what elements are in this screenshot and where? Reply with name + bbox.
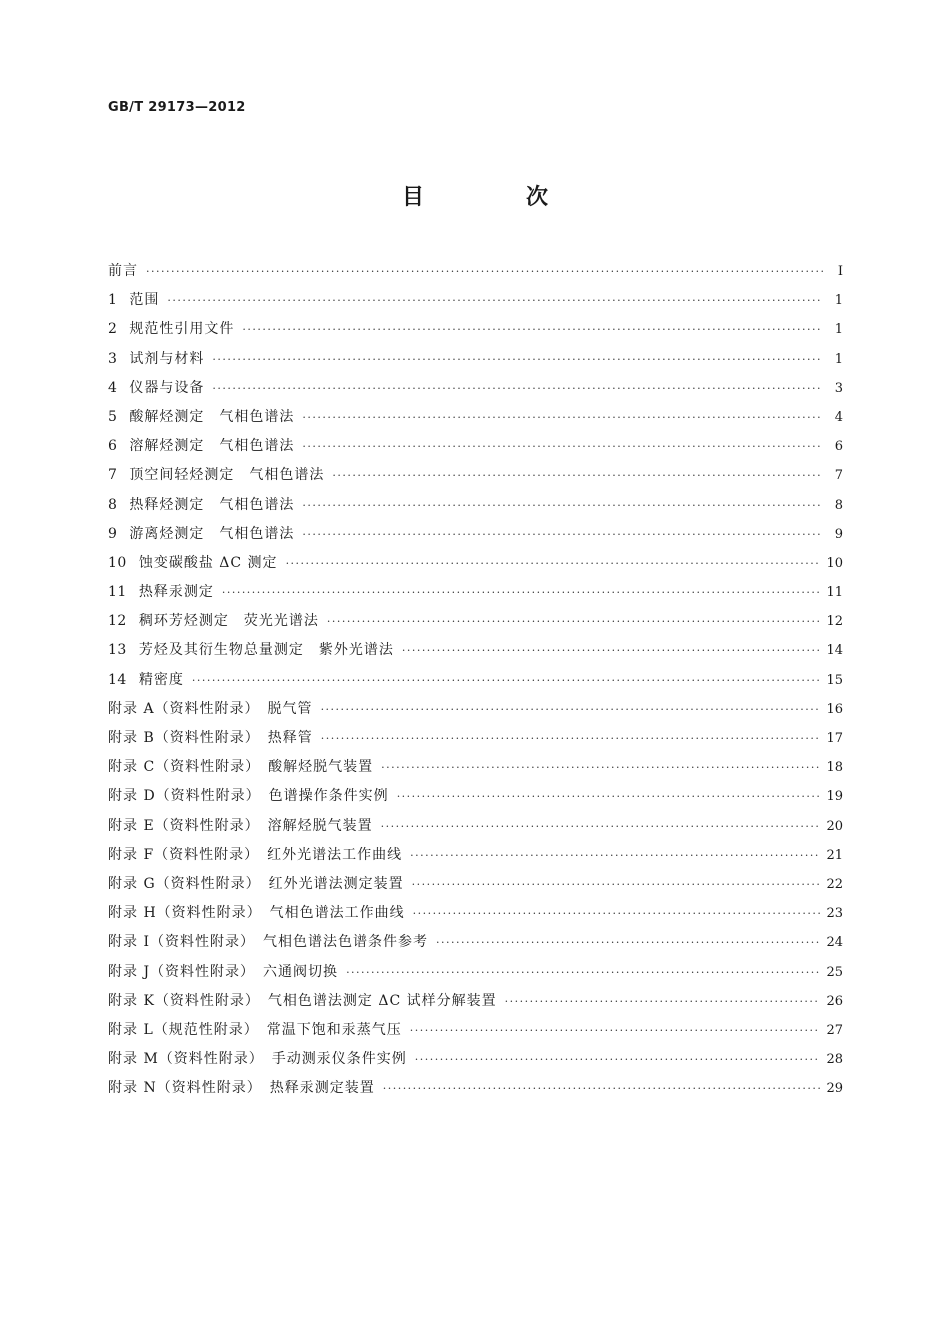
standard-code: GB/T 29173—2012 bbox=[108, 100, 246, 115]
toc-entry-page: 28 bbox=[826, 1052, 843, 1068]
toc-entry-title: 附录 I（资料性附录） 气相色谱法色谱条件参考 bbox=[108, 934, 428, 951]
toc-entry[interactable] bbox=[108, 315, 843, 344]
toc-entry-title: 规范性引用文件 bbox=[129, 321, 235, 338]
toc-entry[interactable] bbox=[108, 1045, 843, 1074]
toc-leader-dots bbox=[302, 520, 823, 549]
toc-leader-dots bbox=[302, 403, 823, 432]
toc-entry-title: 热释汞测定 bbox=[138, 584, 214, 601]
toc-entry-page: 15 bbox=[826, 672, 843, 688]
toc-leader-dots bbox=[222, 578, 821, 607]
toc-leader-dots bbox=[321, 695, 821, 724]
toc-entry-page: 4 bbox=[834, 409, 843, 425]
toc-entry[interactable] bbox=[108, 928, 843, 957]
toc-entry[interactable] bbox=[108, 491, 843, 520]
toc-entry[interactable] bbox=[108, 841, 843, 870]
toc-entry-page: 24 bbox=[826, 935, 843, 951]
toc-entry-page: 10 bbox=[826, 555, 843, 571]
toc-leader-dots bbox=[167, 286, 823, 315]
toc-entry-title: 附录 M（资料性附录） 手动测汞仪条件实例 bbox=[108, 1051, 407, 1068]
toc-entry-page: 8 bbox=[834, 497, 843, 513]
toc-entry-number: 10 bbox=[108, 554, 127, 571]
toc-entry-page: 9 bbox=[834, 526, 843, 542]
toc-entry-title: 附录 G（资料性附录） 红外光谱法测定装置 bbox=[108, 875, 404, 892]
toc-entry-number: 6 bbox=[108, 438, 118, 455]
toc-entry-title: 附录 K（资料性附录） 气相色谱法测定 ΔC 试样分解装置 bbox=[108, 992, 497, 1009]
toc-entry[interactable] bbox=[108, 1016, 843, 1045]
toc-entry-title: 附录 L（规范性附录） 常温下饱和汞蒸气压 bbox=[108, 1021, 402, 1038]
toc-entry-number: 7 bbox=[108, 467, 118, 484]
toc-entry-page: 6 bbox=[834, 439, 843, 455]
table-of-contents bbox=[108, 257, 843, 1103]
toc-entry-title: 溶解烃测定 气相色谱法 bbox=[129, 438, 295, 455]
toc-leader-dots bbox=[402, 636, 821, 665]
toc-leader-dots bbox=[397, 782, 821, 811]
toc-entry-title: 附录 D（资料性附录） 色谱操作条件实例 bbox=[108, 788, 389, 805]
toc-entry-page: 18 bbox=[826, 760, 843, 776]
toc-entry-page: 11 bbox=[826, 585, 843, 601]
toc-entry-title: 游离烃测定 气相色谱法 bbox=[129, 525, 295, 542]
toc-entry-number: 2 bbox=[108, 321, 118, 338]
toc-entry-page: 16 bbox=[826, 701, 843, 717]
toc-entry-page: 26 bbox=[826, 993, 843, 1009]
toc-entry[interactable] bbox=[108, 432, 843, 461]
toc-entry[interactable] bbox=[108, 899, 843, 928]
toc-entry[interactable] bbox=[108, 870, 843, 899]
toc-entry-page: 17 bbox=[826, 731, 843, 746]
toc-entry-title: 试剂与材料 bbox=[129, 350, 205, 367]
toc-leader-dots bbox=[192, 666, 821, 695]
toc-entry-page: 1 bbox=[834, 351, 843, 367]
toc-entry-number: 14 bbox=[108, 671, 127, 688]
toc-entry[interactable] bbox=[108, 286, 843, 315]
toc-entry-title: 仪器与设备 bbox=[129, 379, 205, 396]
toc-leader-dots bbox=[346, 958, 820, 987]
toc-leader-dots bbox=[327, 607, 821, 636]
toc-leader-dots bbox=[505, 987, 821, 1016]
toc-leader-dots bbox=[410, 1016, 821, 1045]
toc-entry-title: 酸解烃测定 气相色谱法 bbox=[129, 408, 295, 425]
toc-entry[interactable] bbox=[108, 607, 843, 636]
toc-entry-page: 22 bbox=[826, 876, 843, 892]
toc-leader-dots bbox=[381, 812, 821, 841]
toc-entry-page: 1 bbox=[834, 322, 843, 338]
toc-entry-number: 1 bbox=[108, 292, 118, 309]
toc-entry-page: 3 bbox=[834, 380, 843, 396]
toc-entry-title: 稠环芳烃测定 荧光光谱法 bbox=[138, 613, 319, 630]
toc-entry-title: 附录 A（资料性附录） 脱气管 bbox=[108, 700, 313, 717]
toc-entry-title: 附录 F（资料性附录） 红外光谱法工作曲线 bbox=[108, 846, 403, 863]
toc-leader-dots bbox=[302, 432, 823, 461]
toc-leader-dots bbox=[212, 374, 823, 403]
toc-entry[interactable] bbox=[108, 958, 843, 987]
toc-entry-number: 5 bbox=[108, 408, 118, 425]
toc-entry-page: 1 bbox=[834, 293, 843, 309]
toc-entry-title: 附录 N（资料性附录） 热释汞测定装置 bbox=[108, 1080, 375, 1097]
toc-entry-number: 8 bbox=[108, 496, 118, 513]
toc-leader-dots bbox=[412, 870, 821, 899]
toc-entry[interactable] bbox=[108, 403, 843, 432]
toc-entry[interactable] bbox=[108, 1074, 843, 1103]
toc-entry[interactable] bbox=[108, 753, 843, 782]
toc-entry[interactable] bbox=[108, 812, 843, 841]
toc-leader-dots bbox=[436, 928, 820, 957]
toc-entry-page: 19 bbox=[826, 789, 843, 805]
toc-entry[interactable] bbox=[108, 345, 843, 374]
toc-entry[interactable] bbox=[108, 782, 843, 811]
toc-entry[interactable] bbox=[108, 636, 843, 665]
toc-entry[interactable] bbox=[108, 461, 843, 490]
toc-entry-title: 附录 H（资料性附录） 气相色谱法工作曲线 bbox=[108, 905, 405, 922]
toc-entry-number: 13 bbox=[108, 642, 127, 659]
toc-leader-dots bbox=[332, 461, 823, 490]
toc-leader-dots bbox=[212, 345, 823, 374]
toc-entry-page: 14 bbox=[826, 643, 843, 659]
toc-entry-page: 12 bbox=[826, 614, 843, 630]
toc-entry-number: 3 bbox=[108, 350, 118, 367]
toc-leader-dots bbox=[242, 315, 823, 344]
page-title: 目 次 bbox=[401, 185, 588, 210]
toc-entry[interactable] bbox=[108, 578, 843, 607]
toc-leader-dots bbox=[302, 491, 823, 520]
toc-entry-title: 附录 B（资料性附录） 热释管 bbox=[108, 730, 313, 746]
toc-entry-page: 7 bbox=[834, 468, 843, 484]
toc-entry-title: 附录 J（资料性附录） 六通阀切换 bbox=[108, 963, 339, 980]
toc-entry[interactable] bbox=[108, 724, 843, 753]
toc-entry[interactable] bbox=[108, 695, 843, 724]
toc-leader-dots bbox=[321, 724, 821, 753]
toc-entry-title: 附录 C（资料性附录） 酸解烃脱气装置 bbox=[108, 759, 374, 776]
toc-entry-number: 11 bbox=[108, 584, 127, 601]
toc-leader-dots bbox=[286, 549, 821, 578]
toc-entry-title: 范围 bbox=[129, 292, 160, 309]
toc-entry[interactable] bbox=[108, 549, 843, 578]
toc-entry-number: 12 bbox=[108, 613, 127, 630]
toc-entry-title: 热释烃测定 气相色谱法 bbox=[129, 496, 295, 513]
toc-entry-title: 附录 E（资料性附录） 溶解烃脱气装置 bbox=[108, 817, 373, 834]
toc-leader-dots bbox=[410, 841, 820, 870]
toc-entry-title: 蚀变碳酸盐 ΔC 测定 bbox=[138, 554, 278, 571]
toc-entry[interactable] bbox=[108, 666, 843, 695]
toc-entry-page: Ⅰ bbox=[837, 264, 843, 279]
toc-entry-title: 精密度 bbox=[138, 671, 184, 688]
toc-entry-title: 前言 bbox=[108, 263, 138, 279]
toc-entry-page: 29 bbox=[826, 1081, 843, 1097]
toc-leader-dots bbox=[146, 257, 823, 286]
toc-entry-page: 25 bbox=[826, 964, 843, 980]
toc-entry-number: 9 bbox=[108, 525, 118, 542]
toc-leader-dots bbox=[383, 1074, 821, 1103]
toc-entry-page: 23 bbox=[826, 906, 843, 922]
toc-entry[interactable] bbox=[108, 257, 843, 286]
toc-leader-dots bbox=[381, 753, 820, 782]
toc-entry-title: 芳烃及其衍生物总量测定 紫外光谱法 bbox=[138, 642, 394, 659]
toc-entry-page: 20 bbox=[826, 818, 843, 834]
toc-entry-number: 4 bbox=[108, 379, 118, 396]
toc-entry-page: 21 bbox=[826, 847, 843, 863]
toc-entry-page: 27 bbox=[826, 1022, 843, 1038]
toc-leader-dots bbox=[415, 1045, 821, 1074]
toc-entry-title: 顶空间轻烃测定 气相色谱法 bbox=[129, 467, 325, 484]
toc-entry[interactable] bbox=[108, 520, 843, 549]
toc-entry[interactable] bbox=[108, 374, 843, 403]
toc-leader-dots bbox=[413, 899, 821, 928]
toc-entry[interactable] bbox=[108, 987, 843, 1016]
